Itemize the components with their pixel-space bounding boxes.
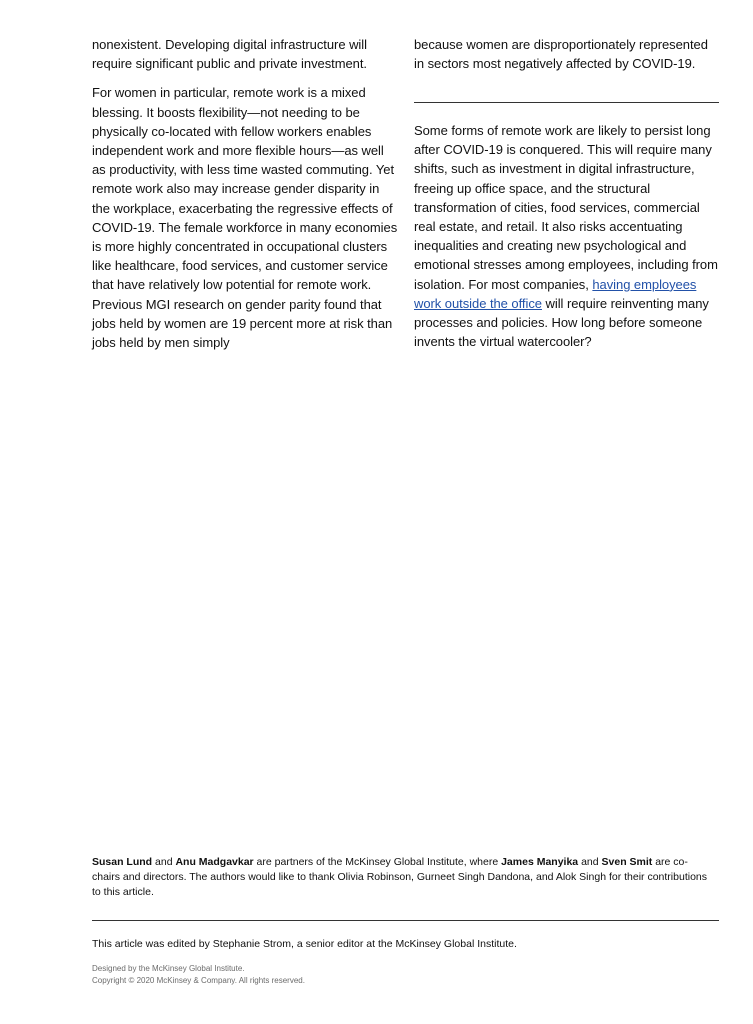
- bio-text: and: [578, 856, 602, 868]
- right-paragraph-2-text-end: will require reinventing many processes and policies. How long before someone invents the virtual watercooler?: [414, 295, 709, 350]
- right-paragraph-2-text-start: Some forms of remote work are likely to persist long after COVID-19 is conquered. This will require many shifts, such as investment in digital infrastructure, freeing up office space, and the structural transformation of cities, food services, commercial real estate, and retail. It also risks accentuating inequalities and creating new psychological and emotional stresses among employees, including from isolation. For most companies,: [414, 123, 718, 292]
- bio-text: are co-chairs and directors. The authors would like to thank Olivia Robinson, Gurneet Singh Dandona, and Alok Singh for their contributions to this article.: [92, 856, 707, 898]
- author-name: Sven Smit: [601, 856, 653, 868]
- left-paragraph-1: nonexistent. Developing digital infrastructure will require significant public and private investment.: [92, 37, 367, 72]
- author-name: Susan Lund: [92, 856, 153, 868]
- bio-text: are partners of the McKinsey Global Institute, where: [253, 856, 502, 868]
- author-bio: [92, 855, 712, 900]
- section-divider: [414, 102, 719, 103]
- design-credit: Designed by the McKinsey Global Institute.: [92, 964, 245, 973]
- right-column: [414, 35, 720, 73]
- copyright-notice: Copyright © 2020 McKinsey & Company. All rights reserved.: [92, 976, 305, 985]
- right-paragraph-2: [414, 121, 720, 351]
- left-paragraph-2: For women in particular, remote work is a mixed blessing. It boosts flexibility—not needing to be physically co-located with fellow workers enables independent work and more flexible hours—as well as productivity, with less time wasted commuting. Yet remote work also may increase gender disparity in the workplace, exacerbating the regressive effects of COVID-19. The female workforce in many economies is more highly concentrated in occupational clusters like healthcare, food services, and customer service that have relatively low potential for remote work. Previous MGI research on gender parity found that jobs held by women are 19 percent more at risk than jobs held by men simply: [92, 85, 398, 351]
- right-paragraph-1: because women are disproportionately represented in sectors most negatively affected by COVID-19.: [414, 37, 708, 72]
- left-column: [92, 35, 398, 352]
- editor-credit: This article was edited by Stephanie Strom, a senior editor at the McKinsey Global Institute.: [92, 938, 517, 950]
- footer-divider: [92, 920, 719, 921]
- bio-text: and: [152, 856, 176, 868]
- author-name: James Manyika: [501, 856, 579, 868]
- employees-work-outside-office-link[interactable]: having employees work outside the office: [414, 276, 697, 311]
- author-name: Anu Madgavkar: [175, 856, 254, 868]
